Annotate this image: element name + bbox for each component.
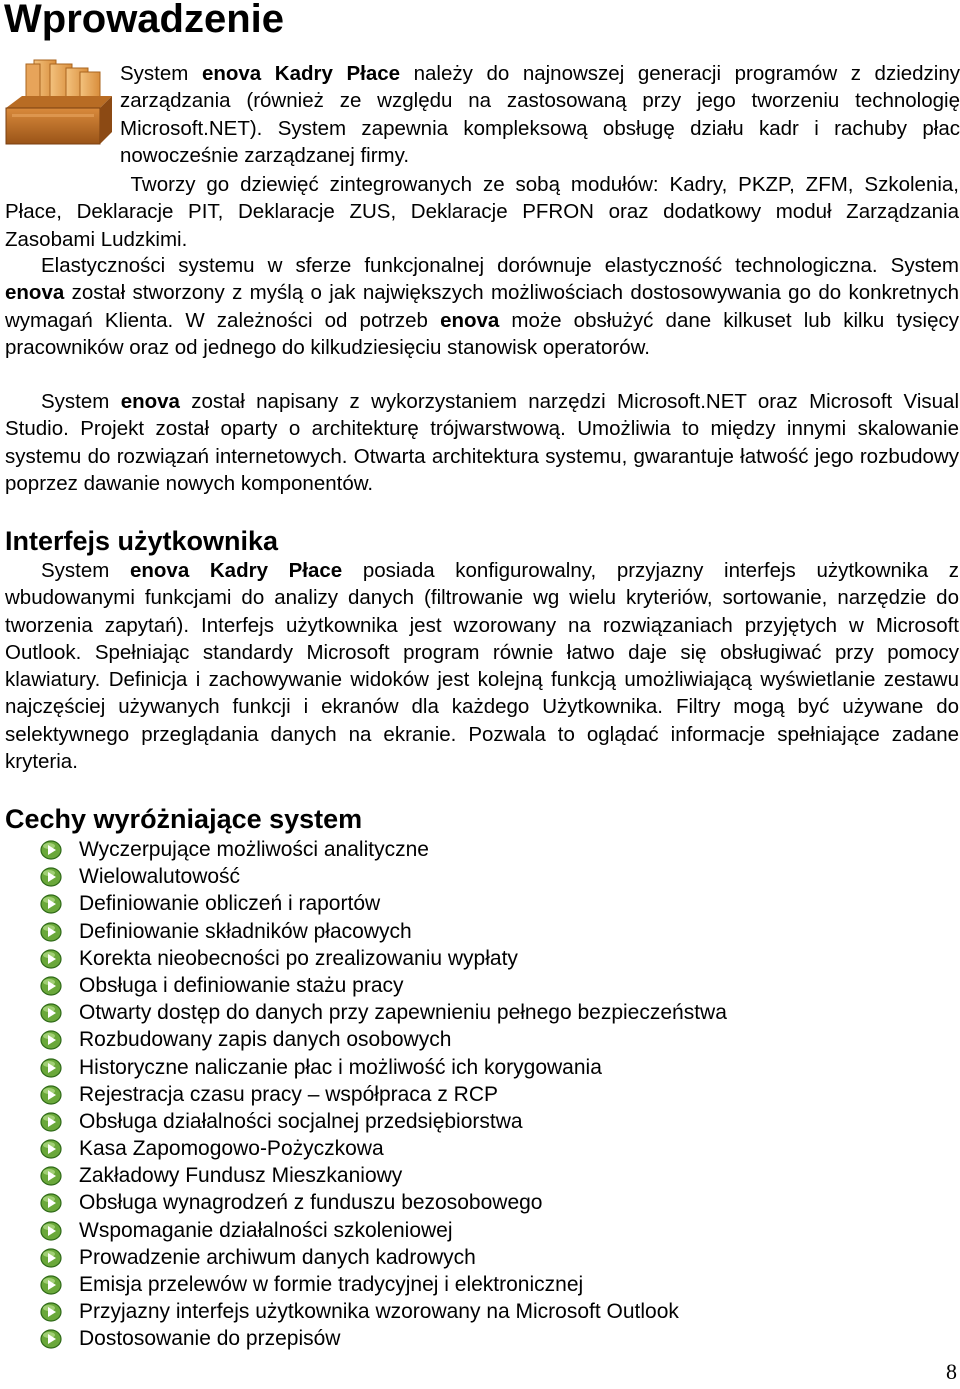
- intro-text: należy do najnowszej generacji programów z dziedziny zarządzania (również ze względu na zastosowaną przy jego tworzeniu technologię Microsoft.NET). System zapewnia kompleksową obsługę działu kadr i rachuby płac nowocześnie zarządzanej firmy.: [120, 62, 960, 167]
- feature-list-item: [40, 918, 727, 945]
- intro-text: Elastyczności systemu w sferze funkcjonalnej dorównuje elastyczność technologiczna. System: [41, 254, 959, 277]
- intro-text: został stworzony z myślą o jak największych możliwościach dostosowywania go do konkretnych wymagań Klienta. W zależności od potrzeb: [5, 281, 959, 332]
- product-name: enova Kadry Płace: [201, 62, 401, 85]
- feature-label: Definiowanie składników płacowych: [79, 919, 412, 943]
- product-name: enova: [5, 281, 65, 305]
- feature-label: Korekta nieobecności po zrealizowaniu wypłaty: [79, 946, 518, 970]
- green-play-bullet-icon: [40, 1193, 62, 1213]
- page-number: 8: [946, 1359, 957, 1384]
- feature-label: Obsługa wynagrodzeń z funduszu bezosobowego: [79, 1191, 543, 1215]
- green-play-bullet-icon: [40, 1112, 62, 1132]
- green-play-bullet-icon: [40, 867, 62, 887]
- interface-paragraph: [5, 557, 959, 775]
- intro-text: Tworzy go dziewięć zintegrowanych ze sobą modułów: Kadry, PKZP, ZFM, Szkolenia, Płace, Deklaracje PIT, Deklaracje ZUS, Deklaracje PFRON oraz dodatkowy moduł Zarządzania Zasobami Ludzkimi.: [5, 173, 959, 251]
- green-play-bullet-icon: [40, 1166, 62, 1186]
- feature-list-item: [40, 1325, 727, 1352]
- intro-paragraph-architecture: [5, 388, 959, 497]
- green-play-bullet-icon: [40, 1329, 62, 1349]
- feature-list-item: [40, 972, 727, 999]
- feature-label: Rejestracja czasu pracy – współpraca z RCP: [79, 1082, 498, 1106]
- intro-paragraph-lead: [120, 60, 960, 169]
- feature-label: Przyjazny interfejs użytkownika wzorowany na Microsoft Outlook: [79, 1300, 679, 1324]
- feature-list-item: [40, 1108, 727, 1135]
- feature-list-item: [40, 1189, 727, 1216]
- product-name: enova Kadry Płace: [129, 559, 343, 582]
- green-play-bullet-icon: [40, 1221, 62, 1241]
- green-play-bullet-icon: [40, 1139, 62, 1159]
- intro-paragraph-flexibility: [5, 252, 959, 361]
- feature-label: Otwarty dostęp do danych przy zapewnieniu pełnego bezpieczeństwa: [79, 1001, 727, 1025]
- feature-list-item: [40, 863, 727, 890]
- feature-label: Dostosowanie do przepisów: [79, 1327, 341, 1351]
- green-play-bullet-icon: [40, 1058, 62, 1078]
- green-play-bullet-icon: [40, 922, 62, 942]
- feature-label: Historyczne naliczanie płac i możliwość ich korygowania: [79, 1055, 602, 1079]
- feature-label: Zakładowy Fundusz Mieszkaniowy: [79, 1164, 403, 1188]
- green-play-bullet-icon: [40, 1302, 62, 1322]
- feature-label: Wyczerpujące możliwości analityczne: [79, 838, 429, 861]
- feature-label: Definiowanie obliczeń i raportów: [79, 892, 381, 916]
- section-heading-interface: Interfejs użytkownika: [5, 526, 279, 556]
- interface-text: System: [41, 559, 130, 582]
- feature-list-item: [40, 945, 727, 972]
- green-play-bullet-icon: [40, 840, 62, 860]
- product-name: enova: [120, 390, 180, 413]
- feature-label: Kasa Zapomogowo-Pożyczkowa: [79, 1137, 384, 1161]
- green-play-bullet-icon: [40, 1248, 62, 1268]
- green-play-bullet-icon: [40, 894, 62, 914]
- green-play-bullet-icon: [40, 976, 62, 996]
- feature-list-item: [40, 1244, 727, 1271]
- intro-text: System: [41, 390, 121, 413]
- feature-label: Obsługa działalności socjalnej przedsiębiorstwa: [79, 1109, 523, 1133]
- feature-list-item: [40, 1054, 727, 1081]
- green-play-bullet-icon: [40, 949, 62, 969]
- feature-label: Prowadzenie archiwum danych kadrowych: [79, 1245, 476, 1269]
- feature-list-item: [40, 999, 727, 1026]
- feature-list-item: [40, 1026, 727, 1053]
- feature-list-item: [40, 1217, 727, 1244]
- green-play-bullet-icon: [40, 1275, 62, 1295]
- intro-text: może obsłużyć dane kilkuset lub kilku tysięcy pracowników oraz od jednego do kilkudziesięciu stanowisk operatorów.: [5, 308, 959, 359]
- intro-text: System: [120, 62, 202, 85]
- green-play-bullet-icon: [40, 1085, 62, 1105]
- feature-label: Emisja przelewów w formie tradycyjnej i elektronicznej: [79, 1273, 584, 1296]
- page-title: Wprowadzenie: [4, 0, 285, 41]
- feature-list-item: [40, 1162, 727, 1189]
- green-play-bullet-icon: [40, 1030, 62, 1050]
- file-box-icon: [4, 56, 114, 148]
- green-play-bullet-icon: [40, 1003, 62, 1023]
- feature-list-item: [40, 836, 727, 863]
- intro-text: został napisany z wykorzystaniem narzędzi Microsoft.NET oraz Microsoft Visual Studio. Projekt został oparty o architekturę trójwarstwową. Umożliwia to między innymi skalowanie systemu do rozwiązań internetowych. Otwarta architektura systemu, gwarantuje łatwość jego rozbudowy poprzez dawanie nowych komponentów.: [5, 390, 960, 495]
- feature-list-item: [40, 1135, 727, 1162]
- feature-label: Rozbudowany zapis danych osobowych: [79, 1028, 452, 1052]
- feature-label: Wspomaganie działalności szkoleniowej: [79, 1218, 453, 1242]
- feature-label: Wielowalutowość: [79, 865, 241, 889]
- feature-list-item: [40, 890, 727, 917]
- feature-list-item: [40, 1298, 727, 1325]
- feature-list-item: [40, 1081, 727, 1108]
- feature-label: Obsługa i definiowanie stażu pracy: [79, 973, 404, 997]
- section-heading-features: Cechy wyróżniające system: [5, 804, 363, 834]
- features-list: [40, 836, 727, 1353]
- product-name: enova: [440, 308, 500, 332]
- intro-paragraph-modules: [5, 171, 959, 253]
- interface-text: posiada konfigurowalny, przyjazny interfejs użytkownika z wbudowanymi funkcjami do analizy danych (filtrowanie wg wielu kryteriów, sortowanie, narzędzie do tworzenia zapytań). Interfejs użytkownika jest wzorowany na rozwiązaniach przyjętych w Microsoft Outlook. Spełniając standardy Microsoft program równie łatwo daje się obsługiwać przy pomocy klawiatury. Definicja i zachowywanie widoków jest kolejną funkcją umożliwiającą wyświetlanie zestawu najczęściej używanych funkcji i ekranów dla każdego Użytkownika. Filtry mogą być używane do selektywnego przeglądania danych na ekranie. Pozwala to oglądać informacje spełniające zadane kryteria.: [5, 559, 959, 774]
- feature-list-item: [40, 1271, 727, 1298]
